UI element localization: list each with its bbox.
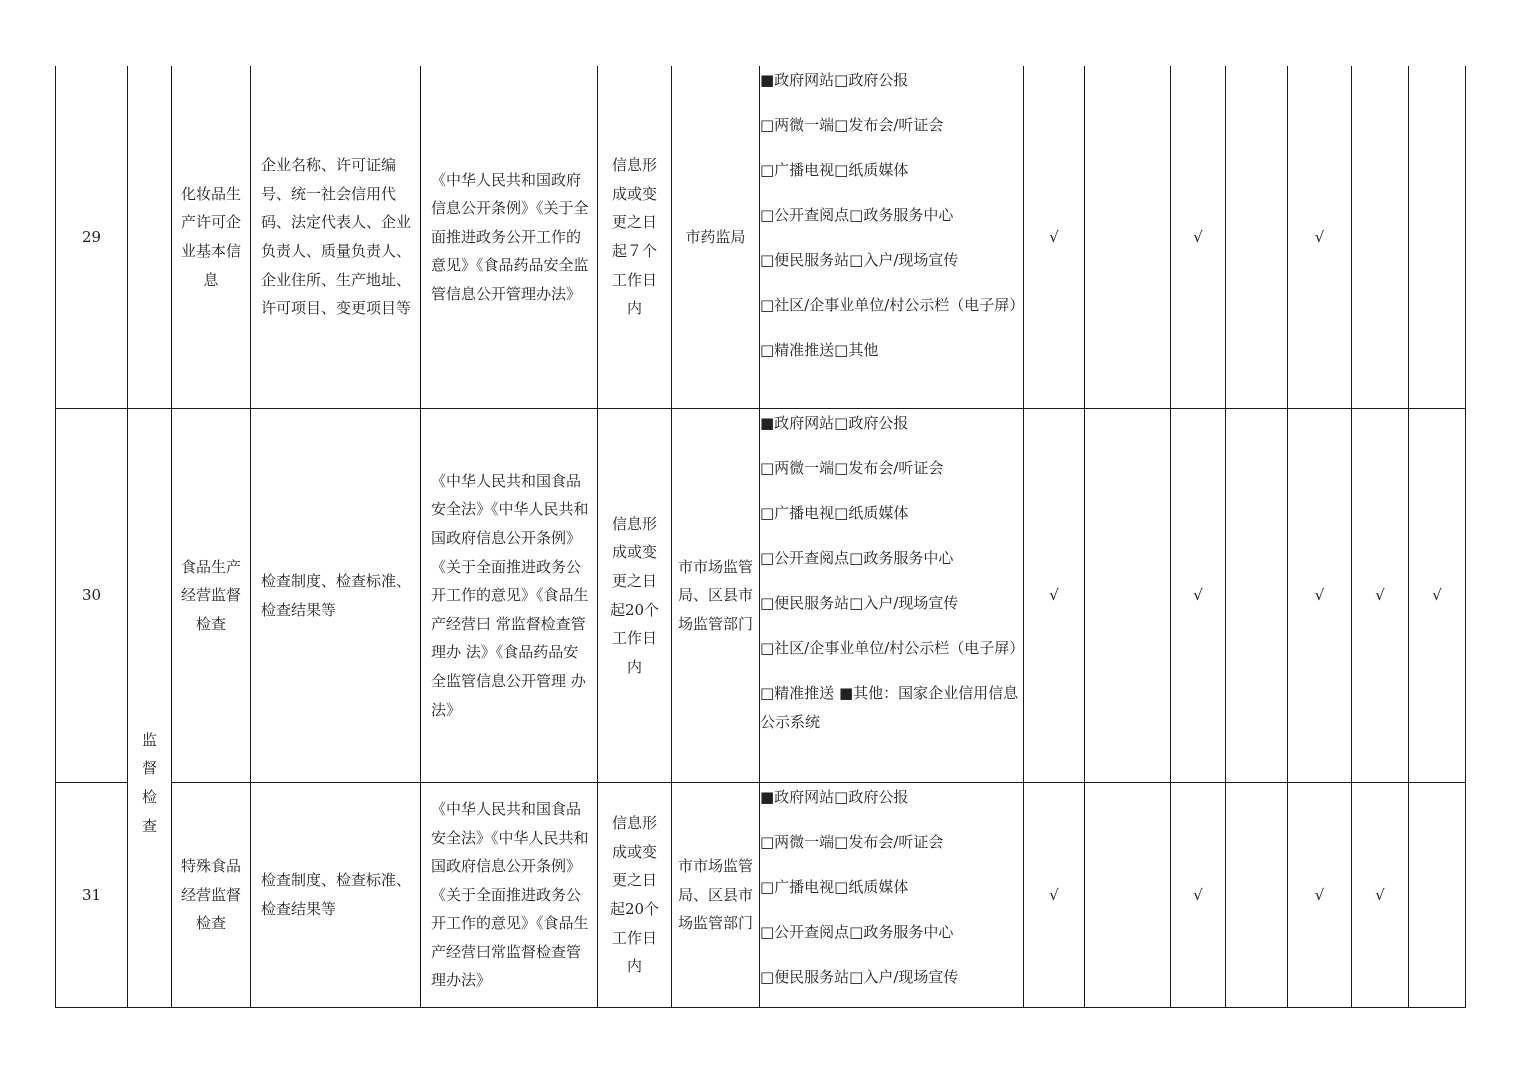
channel-line: □便民服务站□入户/现场宣传: [760, 593, 959, 612]
check-mark: [1085, 409, 1171, 783]
subject-cell: 市市场监管局、区县市场监管部门: [672, 409, 760, 783]
time-limit-cell: 信息形成或变更之日起７个工作日内: [598, 66, 672, 409]
channel-line: □社区/企事业单位/村公示栏（电子屏）: [760, 295, 1025, 314]
check-mark: √: [1409, 409, 1466, 783]
check-mark: √: [1288, 409, 1352, 783]
time-limit-cell: 信息形成或变更之日起20个工作日内: [598, 409, 672, 783]
row-number: 31: [56, 783, 128, 1008]
table-row: [56, 409, 1466, 783]
category-cell: [128, 409, 172, 1008]
basis-cell: 《中华人民共和国政府信息公开条例》《关于全面推进政务公开工作的意见》《食品药品安全监管信息公开管理办法》: [421, 66, 598, 409]
channel-line: □广播电视□纸质媒体: [760, 160, 909, 179]
basis-cell: 《中华人民共和国食品安全法》《中华人民共和国政府信息公开条例》《关于全面推进政务公开工作的意见》《食品生产经营曰 常监督检查管理办 法》《食品药品安全监管信息公开管理 办法》: [421, 409, 598, 783]
check-mark: [1226, 783, 1288, 1008]
check-mark: √: [1171, 783, 1226, 1008]
check-mark: [1085, 783, 1171, 1008]
check-mark: √: [1352, 409, 1409, 783]
item-name: 食品生产经营监督检查: [172, 409, 251, 783]
channel-line: □两微一端□发布会/听证会: [760, 458, 944, 477]
check-mark: [1226, 66, 1288, 409]
channel-line: □公开查阅点□政务服务中心: [760, 548, 954, 567]
content-cell: 检查制度、检查标准、检查结果等: [251, 783, 421, 1008]
item-name: 特殊食品经营监督检查: [172, 783, 251, 1008]
content-cell: 检查制度、检查标准、检查结果等: [251, 409, 421, 783]
item-name: 化妆品生产许可企业基本信息: [172, 66, 251, 409]
subject-cell: 市药监局: [672, 66, 760, 409]
check-mark: [1409, 66, 1466, 409]
check-mark: √: [1024, 66, 1085, 409]
channel-line: □公开查阅点□政务服务中心: [760, 205, 954, 224]
channel-line: □广播电视□纸质媒体: [760, 877, 909, 896]
check-mark: √: [1288, 783, 1352, 1008]
channels-cell: [760, 783, 1024, 1008]
row-number: 29: [56, 66, 128, 409]
channel-line: ■政府网站□政府公报: [760, 414, 909, 432]
channel-line: □精准推送 ■其他：国家企业信用信息公示系统: [760, 683, 1019, 731]
content-cell: 企业名称、许可证编号、统一社会信用代码、法定代表人、企业负责人、质量负责人、企业住所、生产地址、许可项目、变更项目等: [251, 66, 421, 409]
channel-line: □社区/企事业单位/村公示栏（电子屏）: [760, 638, 1025, 657]
check-mark: √: [1024, 409, 1085, 783]
table-row: [56, 783, 1466, 1008]
channel-line: □两微一端□发布会/听证会: [760, 832, 944, 851]
subject-cell: 市市场监管局、区县市场监管部门: [672, 783, 760, 1008]
row-number: 30: [56, 409, 128, 783]
check-mark: √: [1352, 783, 1409, 1008]
channel-line: □广播电视□纸质媒体: [760, 503, 909, 522]
check-mark: [1352, 66, 1409, 409]
disclosure-table: [55, 66, 1466, 1008]
basis-cell: 《中华人民共和国食品安全法》《中华人民共和国政府信息公开条例》《关于全面推进政务公开工作的意见》《食品生产经营曰常监督检查管理办法》: [421, 783, 598, 1008]
channel-line: □两微一端□发布会/听证会: [760, 115, 944, 134]
category-cell-empty: [128, 66, 172, 409]
table-row: [56, 66, 1466, 409]
check-mark: [1085, 66, 1171, 409]
check-mark: [1409, 783, 1466, 1008]
channel-line: ■政府网站□政府公报: [760, 788, 909, 806]
check-mark: √: [1288, 66, 1352, 409]
channel-line: ■政府网站□政府公报: [760, 71, 909, 89]
channel-line: □便民服务站□入户/现场宣传: [760, 250, 959, 269]
channel-line: □精准推送□其他: [760, 340, 879, 359]
check-mark: √: [1171, 66, 1226, 409]
channels-cell: [760, 409, 1024, 783]
channels-cell: [760, 66, 1024, 409]
channel-line: □公开查阅点□政务服务中心: [760, 922, 954, 941]
time-limit-cell: 信息形成或变更之日起20个工作日内: [598, 783, 672, 1008]
category-label: 监督检查: [142, 730, 158, 835]
channel-line: □便民服务站□入户/现场宣传: [760, 967, 959, 986]
check-mark: [1226, 409, 1288, 783]
check-mark: √: [1171, 409, 1226, 783]
check-mark: √: [1024, 783, 1085, 1008]
